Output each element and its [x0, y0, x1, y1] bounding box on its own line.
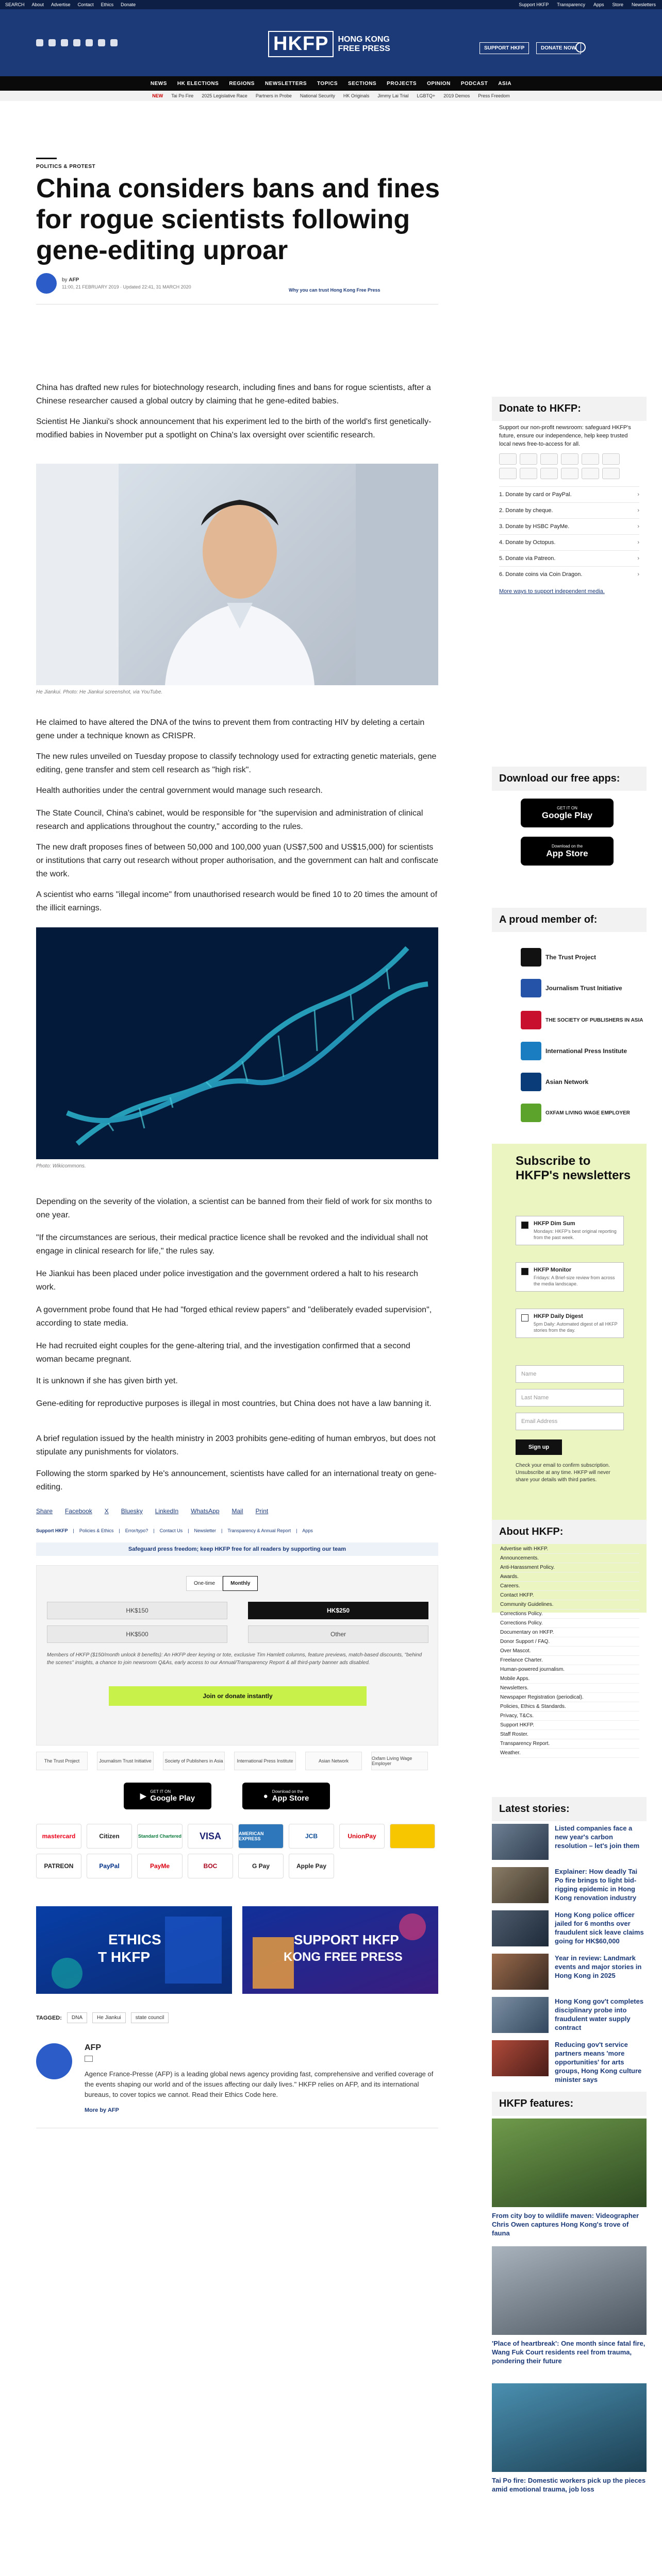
about-link[interactable]: Weather. [500, 1749, 639, 1758]
article-paragraph: A government probe found that He had "forged ethical review papers" and "deliberately evaded supervision", according to state media. [36, 1306, 432, 1328]
card-icon [540, 453, 558, 465]
about-link[interactable]: Human-powered journalism. [500, 1665, 639, 1674]
tag-chip[interactable]: DNA [67, 2012, 87, 2023]
nav-podcast[interactable]: PODCAST [460, 80, 488, 87]
x-icon[interactable] [36, 39, 43, 46]
tags-label: TAGGED: [36, 2014, 62, 2021]
payment-patreon: PATREON [36, 1854, 81, 1878]
card-icon [561, 468, 578, 479]
subnav-item[interactable]: Tai Po Fire [171, 93, 194, 98]
member-logo [521, 1104, 541, 1122]
nav-sections[interactable]: SECTIONS [348, 80, 377, 87]
member-badge[interactable]: International Press Institute [521, 1042, 627, 1060]
share-bluesky[interactable]: Bluesky [121, 1507, 143, 1515]
share-linkedin[interactable]: LinkedIn [155, 1507, 179, 1515]
topbar-link-advertise[interactable]: Advertise [51, 2, 71, 7]
about-link[interactable]: Freelance Charter. [500, 1656, 639, 1665]
masthead [0, 9, 662, 76]
card-icon [499, 468, 517, 479]
story-title[interactable]: Hong Kong gov't completes disciplinary probe into fraudulent water supply contract [555, 1997, 644, 2031]
topbar-link-support[interactable]: Support HKFP [519, 2, 549, 7]
card-icon [520, 468, 537, 479]
instagram-icon[interactable] [61, 39, 68, 46]
app-store-row [124, 1783, 330, 1809]
story-thumbnail[interactable] [492, 1997, 549, 2033]
article-paragraph: A brief regulation issued by the health ministry in 2003 prohibits gene-editing of human embryos, but does not stipulate any punishments for violators. [36, 1434, 436, 1456]
about-link[interactable]: Transparency Report. [500, 1739, 639, 1749]
section-divider [36, 158, 57, 159]
article-paragraph: The new draft proposes fines of between 50,000 and 100,000 yuan (US$7,500 and US$15,000) for scientists or institutions that carry out research without proper authorisation, and the government can halt and confiscate the work. [36, 843, 438, 878]
sidebar-heading: HKFP features: [492, 2092, 647, 2116]
article-paragraph: It is unknown if she has given birth yet. [36, 1377, 178, 1385]
story-title[interactable]: Hong Kong police officer jailed for 6 months over fraudulent sick leave claims going for HK$60,000 [555, 1911, 644, 1945]
share-label: Share [36, 1507, 53, 1515]
about-link[interactable]: Mobile Apps. [500, 1674, 639, 1684]
nav-topics[interactable]: TOPICS [317, 80, 338, 87]
partner-badge[interactable]: Society of Publishers in Asia [163, 1752, 225, 1770]
sub-nav [0, 91, 662, 101]
about-link[interactable]: Donor Support / FAQ. [500, 1637, 639, 1647]
payment-unionpay: UnionPay [339, 1824, 385, 1849]
member-badge[interactable]: OXFAM LIVING WAGE EMPLOYER [521, 1104, 630, 1122]
logo-line-1: HONG KONG [338, 35, 390, 44]
latest-story[interactable] [492, 1824, 647, 1860]
donate-option[interactable]: 4. Donate by Octopus. › [499, 534, 639, 550]
freq-monthly[interactable]: Monthly [223, 1576, 258, 1591]
subnav-item[interactable]: Jimmy Lai Trial [377, 93, 409, 98]
footer-link[interactable]: Error/typo? [125, 1528, 148, 1533]
article-tags [36, 2012, 169, 2023]
about-link[interactable]: Advertise with HKFP. [500, 1545, 639, 1554]
share-x[interactable]: X [104, 1507, 109, 1515]
article-paragraph: Scientist He Jiankui's shock announcement that his experiment led to the birth of the world's first genetically-modified babies in November put a spotlight on China's lax oversight over scientific research. [36, 417, 432, 439]
payment-jcb: JCB [289, 1824, 334, 1849]
article-paragraph: China has drafted new rules for biotechnology research, including fines and bans for rogue scientists, after a Chinese researcher caused a global outcry by claiming that he gene-edited babies. [36, 383, 431, 405]
checkbox-checked[interactable] [521, 1268, 528, 1275]
card-icon [602, 468, 620, 479]
support-hkfp-button[interactable]: SUPPORT HKFP [479, 42, 529, 54]
partner-badge[interactable]: The Trust Project [36, 1752, 88, 1770]
sidebar-heading: Donate to HKFP: [492, 397, 647, 421]
story-title[interactable]: Reducing gov't service partners means 'more opportunities' for arts groups, Hong Kong culture minister says [555, 2041, 642, 2083]
donate-option[interactable]: 3. Donate by HSBC PayMe. › [499, 518, 639, 534]
topbar-link-ethics[interactable]: Ethics [101, 2, 114, 7]
partner-badge[interactable]: International Press Institute [234, 1752, 296, 1770]
feature-story[interactable] [492, 2119, 647, 2238]
promo-line-2: T HKFP [98, 1949, 151, 1965]
latest-story[interactable] [492, 2040, 647, 2084]
story-thumbnail[interactable] [492, 1954, 549, 1990]
story-title[interactable]: Year in review: Landmark events and major stories in Hong Kong in 2025 [555, 1954, 642, 1979]
article-paragraph: He Jiankui has been placed under police investigation and the government ordered a halt to his research work. [36, 1269, 418, 1292]
chevron-right-icon: › [637, 492, 639, 498]
newsletter-option[interactable]: HKFP Monitor Fridays: A Brief-size review from across the media landscape. [516, 1262, 624, 1292]
subnav-item[interactable]: Partners in Probe [255, 93, 292, 98]
donate-option[interactable]: 5. Donate via Patreon. › [499, 550, 639, 566]
article-paragraph: "If the circumstances are serious, their medical practice licence shall be revoked and the individual shall not engage in clinical research for life," the rules say. [36, 1233, 428, 1256]
facebook-icon[interactable] [48, 39, 56, 46]
newsletter-title: Subscribe to HKFP's newsletters [516, 1154, 631, 1182]
donate-intro[interactable]: Support our non-profit newsroom: safeguard HKFP's future, ensure our independence, help keep trusted local news free-to-access for all. [499, 425, 631, 447]
social-icons [36, 39, 118, 46]
chevron-right-icon: › [637, 523, 639, 530]
sign-up-button[interactable]: Sign up [516, 1439, 562, 1455]
member-logo [521, 1011, 541, 1029]
subnav-item[interactable]: National Security [300, 93, 335, 98]
about-link[interactable]: Corrections Policy. [500, 1619, 639, 1628]
search-link[interactable]: SEARCH [5, 2, 25, 7]
byline-author[interactable]: by AFP [62, 277, 79, 283]
join-donate-button[interactable]: Join or donate instantly [109, 1686, 367, 1706]
member-badge[interactable]: The Trust Project [521, 948, 596, 967]
membership-benefits-text: Members of HKFP ($150/month unlock 8 benefits): An HKFP deer keyring or tote, exclusive Tim Hamlett columns, feature previews, match-based discounts, "behind the scenes" insights, a chance to join newsroom Q&As, early access to our Annual/Transparency Report & all third-party banner ads disabled. [47, 1652, 422, 1666]
latest-story[interactable] [492, 1867, 647, 1903]
feature-title[interactable]: From city boy to wildlife maven: Videographer Chris Owen captures Hong Kong's trove of fauna [492, 2212, 639, 2237]
article-paragraph: Gene-editing for reproductive purposes is illegal in most countries, but China does not have a law banning it. [36, 1399, 432, 1408]
nav-hk-elections[interactable]: HK ELECTIONS [177, 80, 219, 87]
member-badge[interactable]: THE SOCIETY OF PUBLISHERS IN ASIA [521, 1011, 643, 1029]
subnav-item[interactable]: 2019 Demos [443, 93, 470, 98]
about-link[interactable]: Announcements. [500, 1554, 639, 1563]
amount-option[interactable]: HK$500 [47, 1625, 227, 1643]
about-link[interactable]: Corrections Policy. [500, 1609, 639, 1619]
subnav-item[interactable]: Press Freedom [478, 93, 510, 98]
safeguard-banner[interactable]: Safeguard press freedom; keep HKFP free for all readers by supporting our team [36, 1543, 438, 1556]
promo-line-2: KONG FREE PRESS [284, 1950, 403, 1964]
publish-dates: 11:00, 21 FEBRUARY 2019 · Updated 22:41, 31 MARCH 2020 [62, 284, 191, 290]
topbar-link-transparency[interactable]: Transparency [557, 2, 585, 7]
about-link[interactable]: Documentary on HKFP. [500, 1628, 639, 1637]
payment-boc: BOC [188, 1854, 233, 1878]
donate-option[interactable]: 6. Donate coins via Coin Dragon. › [499, 566, 639, 582]
chevron-right-icon: › [637, 507, 639, 514]
donate-option[interactable]: 1. Donate by card or PayPal. › [499, 486, 639, 502]
card-icon [561, 453, 578, 465]
article-paragraph: He had recruited eight couples for the gene-altering trial, and the investigation confirmed that a second woman became pregnant. [36, 1342, 410, 1364]
story-thumbnail[interactable] [492, 1867, 549, 1903]
chevron-right-icon: › [637, 539, 639, 546]
about-link[interactable]: Newsletters. [500, 1684, 639, 1693]
story-title[interactable]: Explainer: How deadly Tai Po fire brings to light bid-rigging epidemic in Hong Kong renovation industry [555, 1868, 638, 1902]
support-promo-banner[interactable] [242, 1906, 438, 1994]
share-facebook[interactable]: Facebook [65, 1507, 92, 1515]
name-input[interactable]: Name [516, 1365, 624, 1383]
sidebar-google-play-button[interactable]: GET IT ON Google Play [521, 799, 614, 827]
about-links [500, 1545, 639, 1758]
amount-option-other[interactable]: Other [248, 1625, 428, 1643]
freq-one-time[interactable]: One-time [186, 1576, 223, 1591]
partner-badge[interactable]: Oxfam Living Wage Employer [371, 1752, 428, 1770]
photo-caption: Photo: Wikicommons. [36, 1163, 86, 1169]
top-utility-bar [0, 0, 662, 9]
member-badge[interactable]: Journalism Trust Initiative [521, 979, 622, 997]
article-photo-dna [36, 927, 438, 1159]
topbar-link-contact[interactable]: Contact [77, 2, 94, 7]
tag-chip[interactable]: state council [131, 2012, 169, 2023]
chevron-right-icon: › [637, 555, 639, 562]
sidebar-heading: A proud member of: [492, 908, 647, 932]
card-icon [499, 453, 517, 465]
nav-regions[interactable]: REGIONS [229, 80, 255, 87]
about-link[interactable]: Policies, Ethics & Standards. [500, 1702, 639, 1711]
payment-card-icons [499, 453, 639, 479]
donate-option[interactable]: 2. Donate by cheque. › [499, 502, 639, 518]
member-logo [521, 948, 541, 967]
latest-story[interactable] [492, 1910, 647, 1946]
sidebar-app-store-button[interactable]: Download on the App Store [521, 837, 614, 866]
sidebar-heading: Download our free apps: [492, 767, 647, 791]
play-icon: ▶ [140, 1792, 146, 1801]
mail-icon[interactable] [85, 2056, 93, 2062]
partner-badge[interactable]: Journalism Trust Initiative [97, 1752, 154, 1770]
new-badge: NEW [152, 93, 163, 98]
share-whatsapp[interactable]: WhatsApp [191, 1507, 220, 1515]
newsletter-option[interactable]: HKFP Daily Digest 5pm Daily: Automated digest of all HKFP stories from the day. [516, 1309, 624, 1338]
story-thumbnail[interactable] [492, 2040, 549, 2076]
feature-title[interactable]: Tai Po fire: Domestic workers pick up the pieces amid emotional trauma, job loss [492, 2477, 646, 2493]
telegram-icon[interactable] [110, 39, 118, 46]
sidebar-donate [492, 419, 647, 595]
sidebar-heading: About HKFP: [492, 1520, 647, 1544]
footer-link[interactable]: Apps [302, 1528, 313, 1533]
payment-gpay: G Pay [238, 1854, 284, 1878]
nav-opinion[interactable]: OPINION [427, 80, 451, 87]
ethics-promo-banner[interactable] [36, 1906, 232, 1994]
payment-applepay: Apple Pay [289, 1854, 334, 1878]
email-input[interactable]: Email Address [516, 1413, 624, 1430]
story-thumbnail[interactable] [492, 1910, 549, 1946]
author-box-avatar[interactable] [36, 2043, 72, 2079]
footer-link[interactable]: Newsletter [194, 1528, 216, 1533]
nav-newsletters[interactable]: NEWSLETTERS [264, 80, 307, 87]
topbar-link-newsletters[interactable]: Newsletters [631, 2, 656, 7]
article-paragraph: Health authorities under the central government would manage such research. [36, 786, 323, 795]
author-bio: Agence France-Presse (AFP) is a leading global news agency providing fast, comprehensive and verified coverage of the events shaping our world and of the issues affecting our daily lives." HKFP relies on AFP, and its international bureaus, to cover topics we cannot. Read their Ethics Code here. [85, 2070, 434, 2098]
main-nav [0, 76, 662, 91]
latest-story[interactable] [492, 1997, 647, 2033]
site-logo[interactable] [268, 31, 390, 57]
member-logo [521, 1073, 541, 1091]
member-badge[interactable]: Asian Network [521, 1073, 588, 1091]
feature-story[interactable] [492, 2383, 647, 2494]
linkedin-icon[interactable] [98, 39, 105, 46]
share-mail[interactable]: Mail [231, 1507, 243, 1515]
amount-option-selected[interactable]: HK$250 [248, 1602, 428, 1619]
newsletter-note: Check your email to confirm subscription. Unsubscribe at any time. HKFP will never share your details with third parties. [516, 1463, 610, 1483]
promo-line-1: ETHICS [108, 1931, 161, 1947]
payment-mastercard: mastercard [36, 1824, 81, 1849]
threads-icon[interactable] [73, 39, 80, 46]
card-icon [520, 453, 537, 465]
app-store-button[interactable]: ● Download on the App Store [242, 1783, 330, 1809]
payment-visa: VISA [188, 1824, 233, 1849]
share-bar [36, 1507, 268, 1515]
payment-citizen: Citizen [87, 1824, 132, 1849]
subnav-item[interactable]: HK Originals [343, 93, 370, 98]
payment-standard-chartered: Standard Chartered [137, 1824, 183, 1849]
footer-link[interactable]: Policies & Ethics [79, 1528, 114, 1533]
apple-icon: ● [263, 1791, 268, 1801]
about-link[interactable]: Support HKFP. [500, 1721, 639, 1730]
tag-chip[interactable]: He Jiankui [92, 2012, 126, 2023]
donate-now-button[interactable]: DONATE NOW [536, 42, 581, 54]
payment-payme: PayMe [137, 1854, 183, 1878]
story-thumbnail[interactable] [492, 1824, 549, 1860]
checkbox-checked[interactable] [521, 1222, 528, 1229]
footer-link[interactable]: Transparency & Annual Report [227, 1528, 291, 1533]
topbar-link-store[interactable]: Store [612, 2, 623, 7]
section-label[interactable]: POLITICS & PROTEST [36, 164, 96, 170]
member-logo [521, 1042, 541, 1060]
article-headline: China considers bans and fines for rogue scientists following gene-editing uproar [36, 174, 440, 265]
photo-caption: He Jiankui. Photo: He Jiankui screenshot, via YouTube. [36, 689, 163, 695]
about-link[interactable]: Awards. [500, 1572, 639, 1582]
latest-story[interactable] [492, 1954, 647, 1990]
card-icon [602, 453, 620, 465]
partner-badges [36, 1752, 428, 1770]
sidebar-heading: Latest stories: [492, 1797, 647, 1821]
subnav-item[interactable]: 2025 Legislative Race [202, 93, 247, 98]
about-link[interactable]: Anti-Harassment Policy. [500, 1563, 639, 1572]
feature-story[interactable] [492, 2246, 647, 2365]
more-ways-link[interactable]: More ways to support independent media. [499, 588, 605, 595]
author-avatar[interactable] [36, 273, 57, 294]
payment-methods [36, 1824, 438, 1878]
nav-projects[interactable]: PROJECTS [387, 80, 417, 87]
about-link[interactable]: Staff Roster. [500, 1730, 639, 1739]
user-account-icon[interactable] [575, 42, 586, 53]
partner-badge[interactable]: Asian Network [305, 1752, 362, 1770]
story-title[interactable]: Listed companies face a new year's carbon resolution – let's join them [555, 1824, 640, 1850]
newsletter-option[interactable]: HKFP Dim Sum Mondays: HKFP's best original reporting from the past week. [516, 1216, 624, 1245]
article-paragraph: He claimed to have altered the DNA of the twins to prevent them from contracting HIV by deleting a certain gene under a technique known as CRISPR. [36, 718, 425, 740]
about-link[interactable]: Careers. [500, 1582, 639, 1591]
about-link[interactable]: Over Mascot. [500, 1647, 639, 1656]
footer-link[interactable]: Contact Us [159, 1528, 183, 1533]
payment-amex: AMERICAN EXPRESS [238, 1824, 284, 1849]
card-icon [582, 468, 599, 479]
trust-link[interactable]: Why you can trust Hong Kong Free Press [289, 287, 380, 293]
logo-mark: HKFP [268, 31, 334, 57]
portrait-illustration [36, 464, 438, 685]
more-by-author-link[interactable]: More by AFP [85, 2107, 119, 2113]
footer-links: Support HKFP | Policies & Ethics | Error/typo? | Contact Us | Newsletter | Transparency & Annual Report | Apps [36, 1528, 313, 1533]
youtube-icon[interactable] [86, 39, 93, 46]
member-logo [521, 979, 541, 997]
payment-octopus [390, 1824, 435, 1849]
feature-image[interactable] [492, 2383, 647, 2472]
checkbox-unchecked[interactable] [521, 1314, 528, 1321]
amount-option[interactable]: HK$150 [47, 1602, 227, 1619]
feature-image[interactable] [492, 2246, 647, 2335]
promo-line-1: SUPPORT HKFP [294, 1932, 399, 1947]
last-name-input[interactable]: Last Name [516, 1389, 624, 1406]
author-box-name[interactable]: AFP [85, 2043, 101, 2052]
byline [36, 273, 191, 294]
nav-news[interactable]: NEWS [150, 80, 167, 87]
subnav-item[interactable]: LGBTQ+ [417, 93, 436, 98]
footer-link[interactable]: Support HKFP [36, 1528, 68, 1533]
article-photo-he-jiankui [36, 464, 438, 685]
about-link[interactable]: Newspaper Registration (periodical). [500, 1693, 639, 1702]
article-paragraph: The new rules unveiled on Tuesday propose to classify technology used for extracting genetic materials, gene editing, gene transfer and stem cell research as "high risk". [36, 752, 437, 774]
frequency-toggle [186, 1576, 258, 1591]
feature-image[interactable] [492, 2119, 647, 2207]
dna-helix-illustration [36, 927, 438, 1159]
donation-widget [36, 1565, 438, 1745]
chevron-right-icon: › [637, 571, 639, 578]
about-link[interactable]: Contact HKFP. [500, 1591, 639, 1600]
share-print[interactable]: Print [255, 1507, 269, 1515]
google-play-button[interactable]: ▶ GET IT ON Google Play [124, 1783, 211, 1809]
payment-paypal: PayPal [87, 1854, 132, 1878]
about-link[interactable]: Community Guidelines. [500, 1600, 639, 1609]
card-icon [540, 468, 558, 479]
topbar-link-donate[interactable]: Donate [121, 2, 136, 7]
article-paragraph: A scientist who earns "illegal income" from unauthorised research would be fined 10 to 20 times the amount of the illicit earnings. [36, 890, 438, 912]
feature-title[interactable]: 'Place of heartbreak': One month since fatal fire, Wang Fuk Court residents reel from trauma, pondering their future [492, 2340, 646, 2365]
about-link[interactable]: Privacy, T&Cs. [500, 1711, 639, 1721]
article-paragraph: Depending on the severity of the violation, a scientist can be banned from their field of work for six months to one year. [36, 1197, 432, 1219]
logo-line-2: FREE PRESS [338, 44, 390, 53]
article-paragraph: Following the storm sparked by He's announcement, scientists have called for an international treaty on gene-editing. [36, 1469, 437, 1492]
card-icon [582, 453, 599, 465]
topbar-link-apps[interactable]: Apps [593, 2, 604, 7]
article-paragraph: The State Council, China's cabinet, would be responsible for "the supervision and administration of clinical research and applications throughout the country," according to the rules. [36, 809, 423, 831]
topbar-link-about[interactable]: About [31, 2, 44, 7]
nav-asia[interactable]: ASIA [498, 80, 512, 87]
